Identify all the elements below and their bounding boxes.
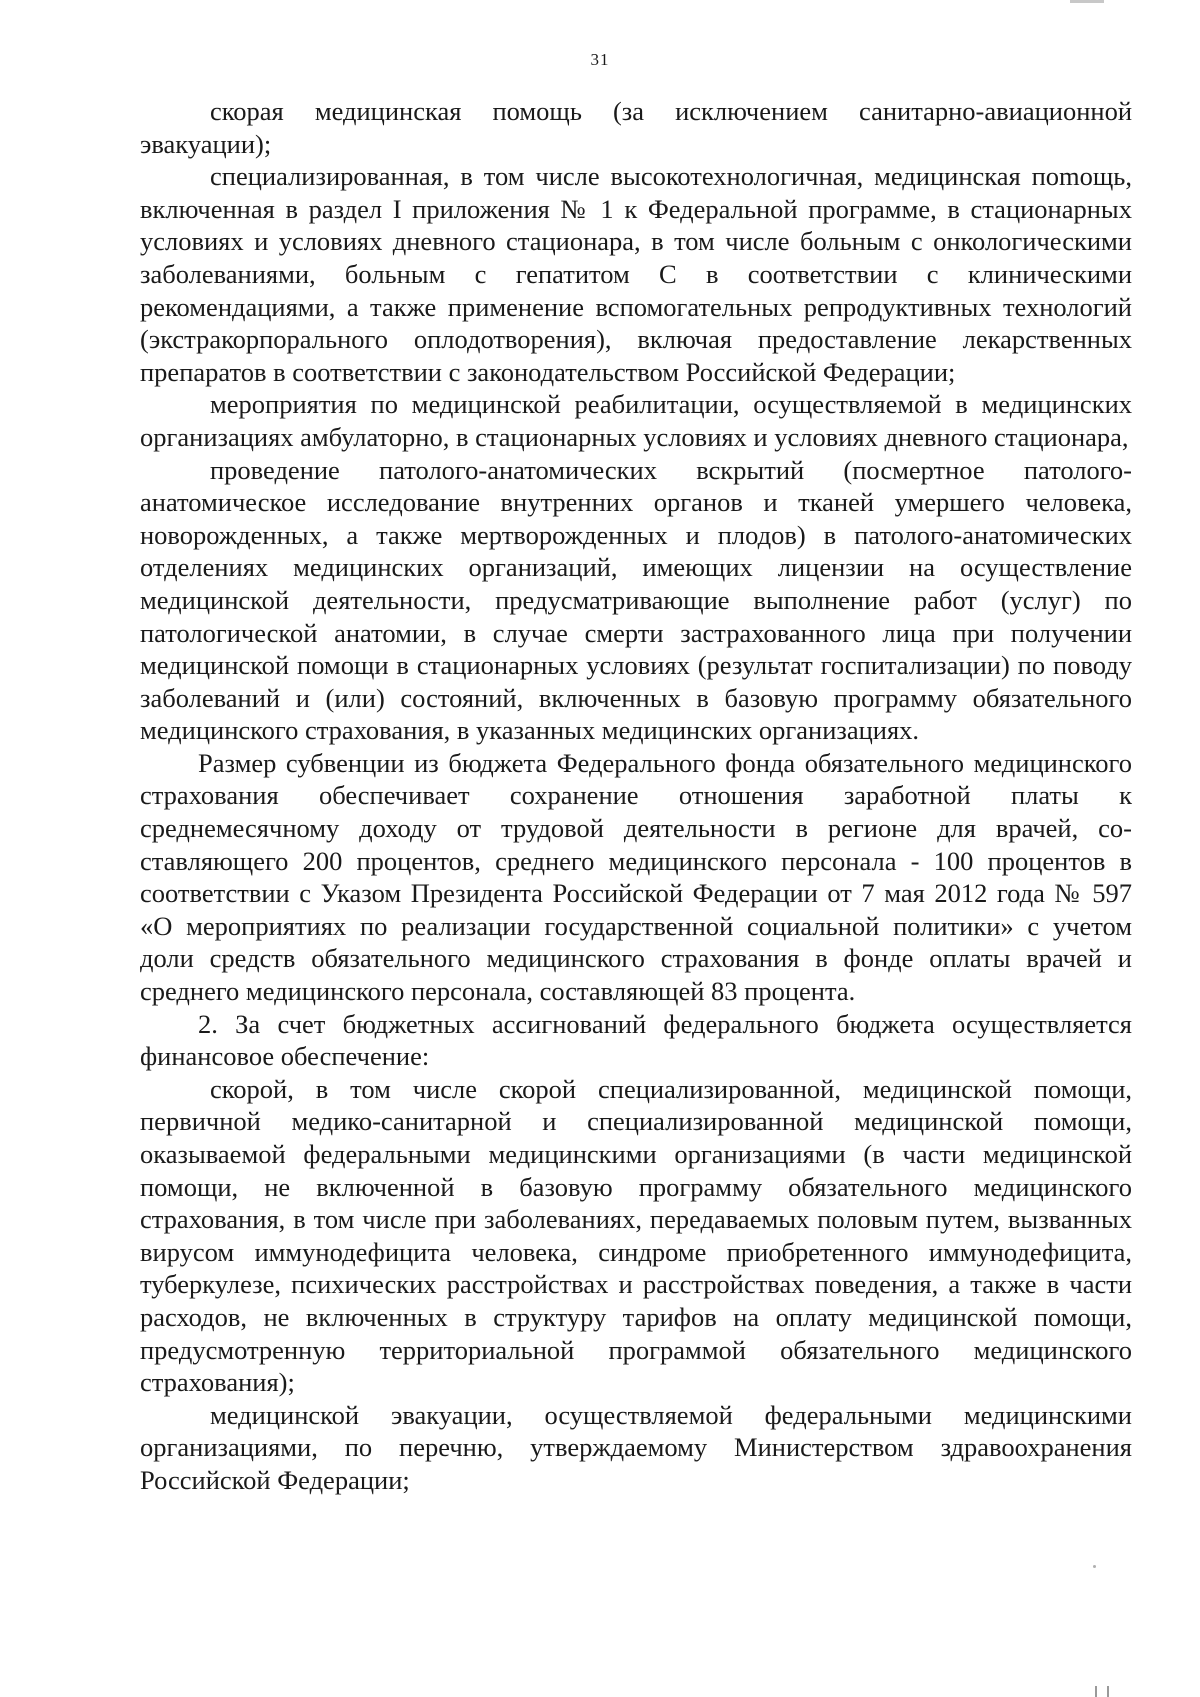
paragraph-federal-organizations-care: скорой, в том числе скорой специализированной, медицинской помощи, первичной медико-санитарной и специализированной медицинской помощи, оказываемой федеральными медицинскими организациями (в части медицинской помощи, не включенной в базовую программу обязательного медицинского страхования, в том числе при заболеваниях, передаваемых половым путем, вызванных вирусом иммунодефицита человека, синдроме приобретенного иммунодефицита, туберкулезе, психических расстройствах и расстройствах поведения, а также в части расходов, не включенных в структуру тарифов на оплату медицинской помощи, предусмотренную территориальной программой обязательного медицинского страхования); [140, 1073, 1132, 1398]
paragraph-federal-budget-financing: 2. За счет бюджетных ассигнований федерального бюджета осуществляется финансовое обеспечение: [140, 1008, 1132, 1072]
paragraph-medical-evacuation: медицинской эвакуации, осуществляемой федеральными медицинскими организациями, по перечню, утверждаемому Министерством здравоохранения Российской Федерации; [140, 1399, 1132, 1495]
paragraph-subvention-size: Размер субвенции из бюджета Федерального фонда обязательного медицинского страхования обеспечивает сохранение отношения заработной платы к среднемесячному доходу от трудовой деятельности в регионе для врачей, составляющего 200 процентов, среднего медицинского персонала - 100 процентов в соответствии с Указом Президента Российской Федерации от 7 мая 2012 года № 597 «О мероприятиях по реализации государственной социальной политики» с учетом доли средств обязательного медицинского страхования в фонде оплаты врачей и среднего медицинского персонала, составляющей 83 процента. [140, 747, 1132, 1007]
paragraph-ambulance-care: скорая медицинская помощь (за исключением санитарно-авиационной эвакуации); [140, 96, 1132, 159]
scan-artifact-dot [1093, 1565, 1096, 1568]
page-number: 31 [590, 50, 610, 69]
paragraph-rehabilitation: мероприятия по медицинской реабилитации, осуществляемой в медицинских организациях амбулаторно, в стационарных условиях и условиях дневного стационара, [140, 389, 1132, 452]
scan-artifact-top [1070, 0, 1104, 3]
scan-artifact-bottom [1095, 1686, 1109, 1697]
document-body [140, 95, 1132, 1497]
paragraph-autopsies: проведение патолого-анатомических вскрытий (посмертное патолого-анатомическое исследование внутренних органов и тканей умершего человека, новорожденных, а также мертворожденных и плодов) в патолого-анатомических отделениях медицинских организаций, имеющих лицензии на осуществление медицинской деятельности, предусматривающие выполнение работ (услуг) по патологической анатомии, в случае смерти застрахованного лица при получении медицинской помощи в стационарных условиях (результат госпитализации) по поводу заболеваний и (или) состояний, включенных в базовую программу обязательного медицинского страхования, в указанных медицинских организациях. [140, 454, 1132, 746]
paragraph-specialized-care: специализированная, в том числе высокотехнологичная, медицинская поmощь, включенная в раздел I приложения № 1 к Федеральной программе, в стационарных условиях и условиях дневного стационара, в том числе больным с онкологическими заболеваниями, больным с гепатитом С в соответствии с клиническими рекомендациями, а также применение вспомогательных репродуктивных технологий (экстракорпорального оплодотворения), включая предоставление лекарственных препаратов в соответствии с законодательством Российской Федерации; [140, 161, 1132, 387]
